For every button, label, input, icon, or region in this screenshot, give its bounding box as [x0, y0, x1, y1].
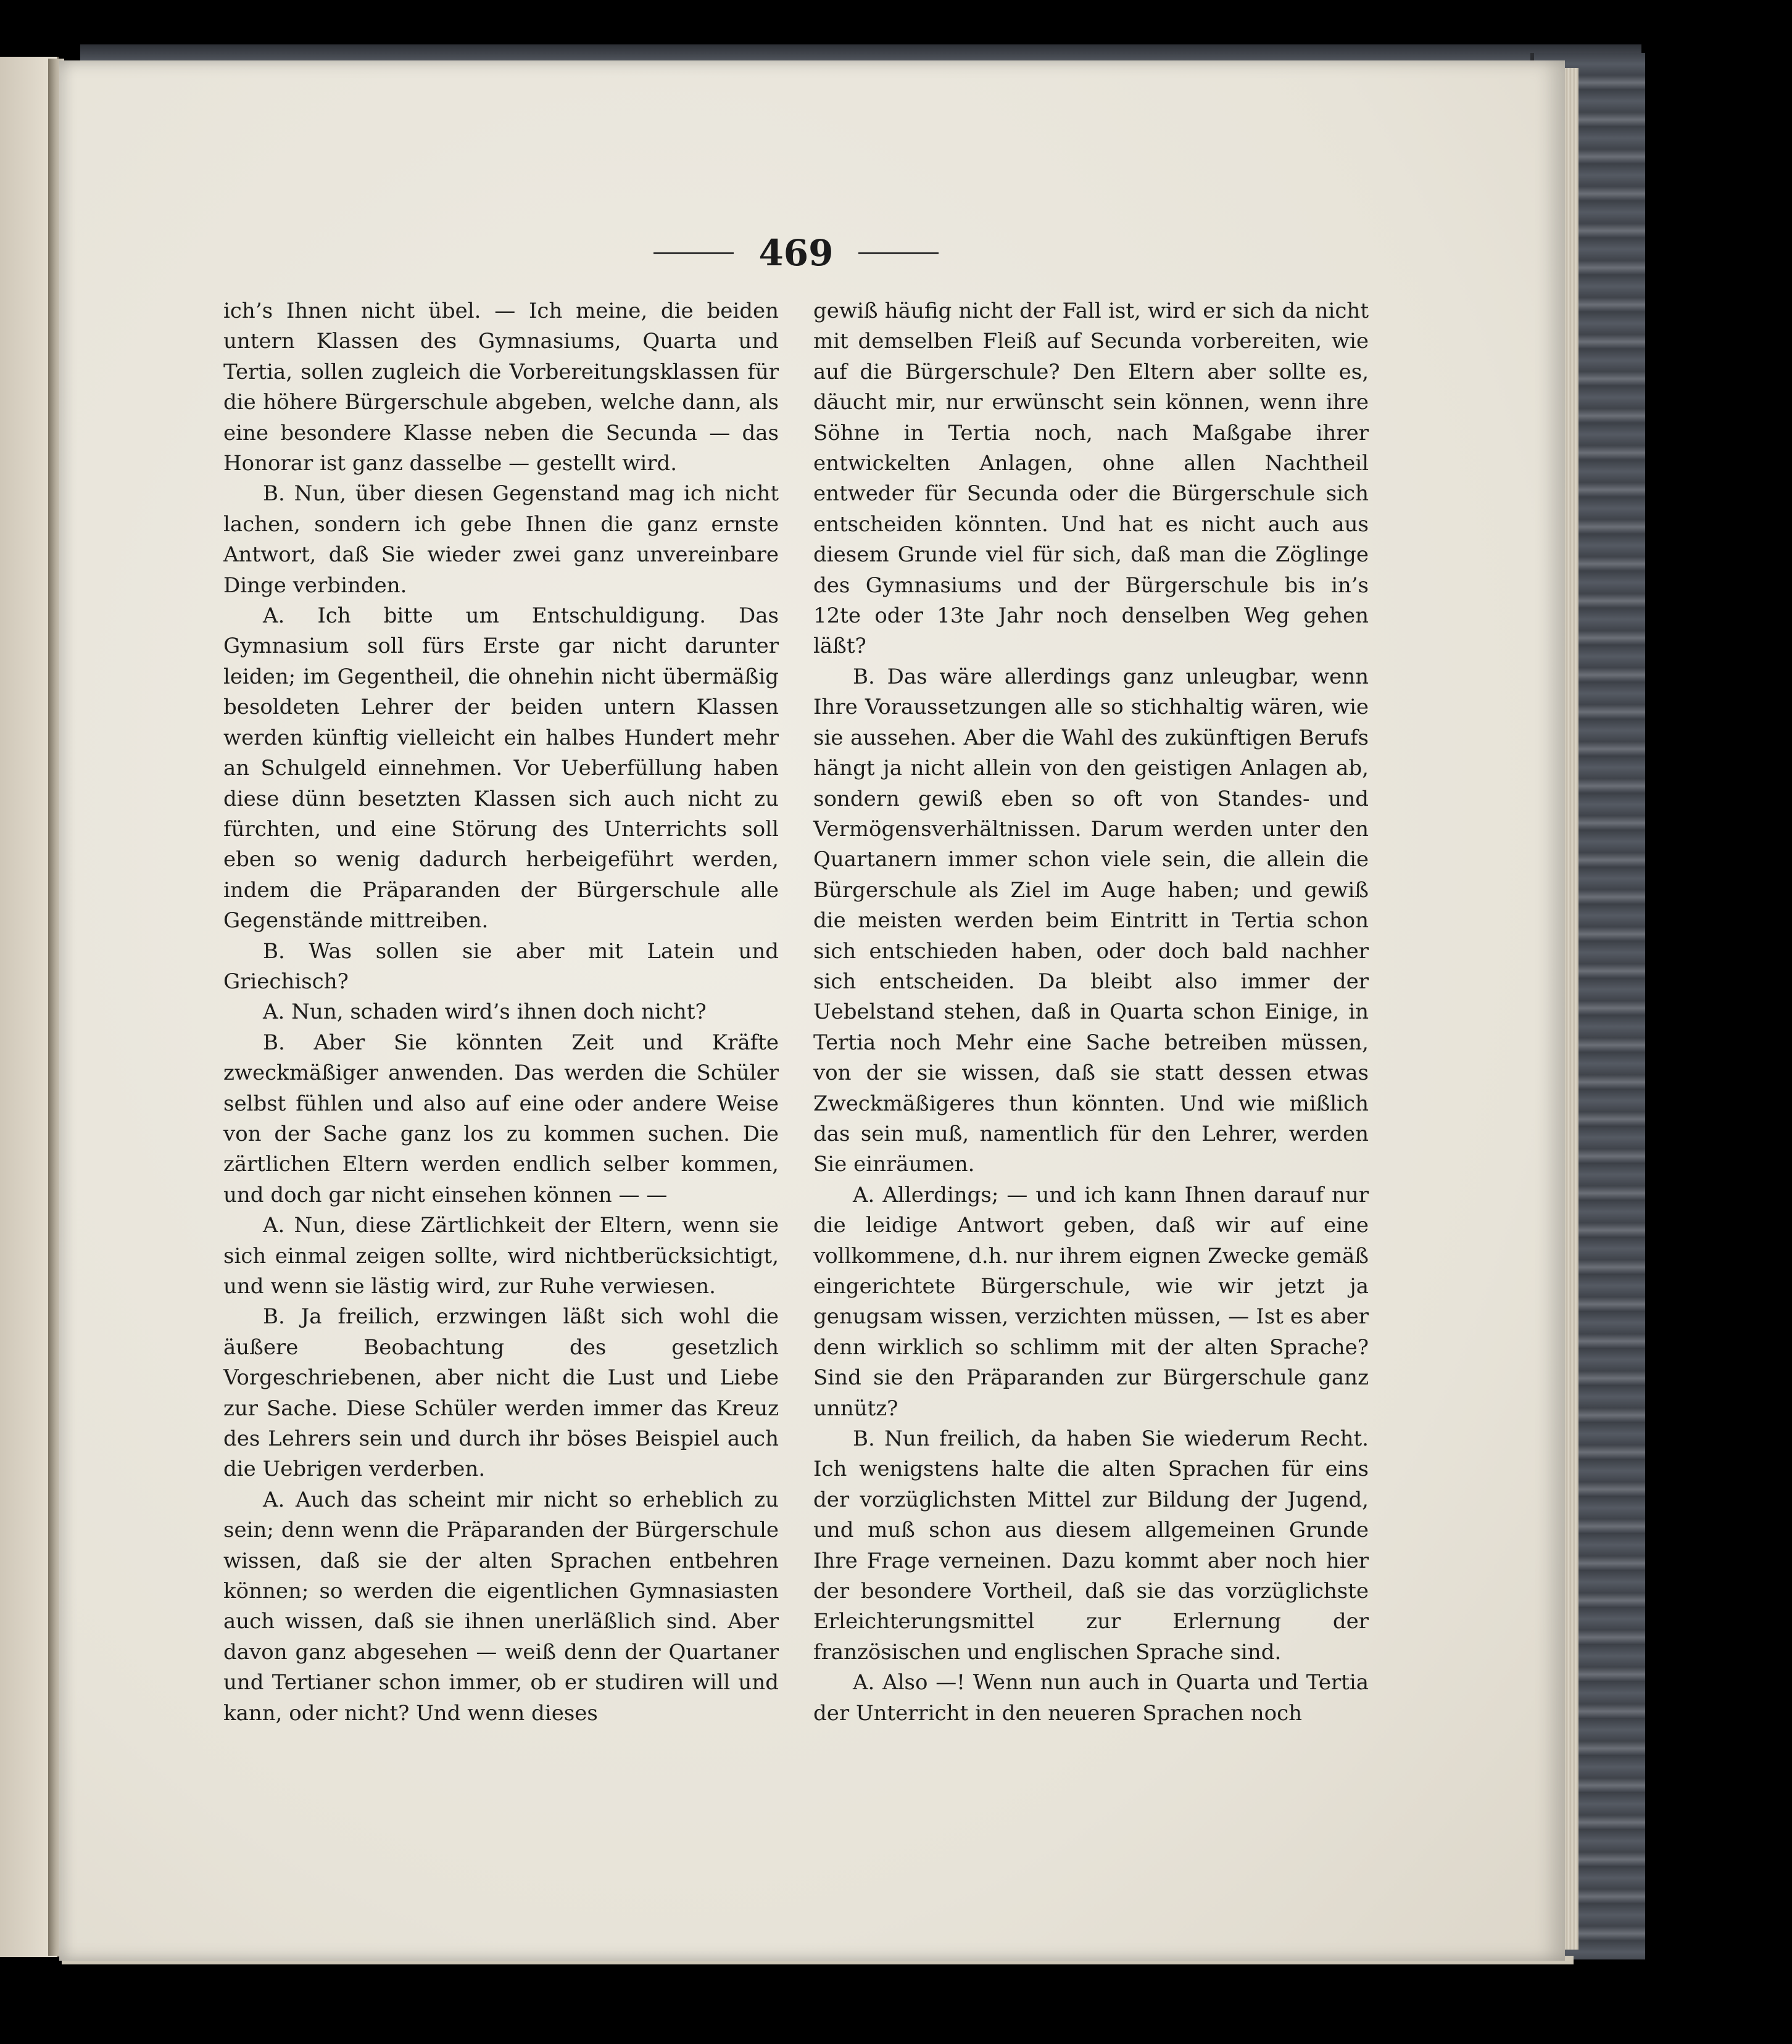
- right-column: [813, 296, 1369, 1729]
- header-rule-left: [653, 252, 734, 254]
- header-rule-right: [858, 252, 939, 254]
- paragraph: ich’s Ihnen nicht übel. — Ich meine, die beiden untern Klassen des Gymnasiums, Quarta und Tertia, sollen zugleich die Vorbereitungsklassen für die höhere Bürgerschule abgeben, welche dann, als eine besondere Klasse neben die Secunda — das Honorar ist ganz dasselbe — gestellt wird.: [223, 299, 779, 476]
- paragraph: B. Nun freilich, da haben Sie wiederum Recht. Ich wenigstens halte die alten Sprachen für eins der vorzüglichsten Mittel zur Bildung der Jugend, und muß schon aus diesem allgemeinen Grunde Ihre Frage verneinen. Dazu kommt aber noch hier der besondere Vortheil, daß sie das vorzüglichste Erleichterungsmittel zur Erlernung der französischen und englischen Sprache sind.: [813, 1426, 1369, 1665]
- page-number: 469: [758, 232, 834, 274]
- paragraph: B. Das wäre allerdings ganz unleugbar, wenn Ihre Voraussetzungen alle so stichhaltig wären, wie sie aussehen. Aber die Wahl des zukünftigen Berufs hängt ja nicht allein von den geistigen Anlagen ab, sondern gewiß eben so oft von Standes- und Vermögensverhältnissen. Darum werden unter den Quartanern immer schon viele sein, die allein die Bürgerschule als Ziel im Auge haben; und gewiß die meisten werden beim Eintritt in Tertia schon sich entschieden haben, oder doch bald nachher sich entscheiden. Da bleibt also immer der Uebelstand stehen, daß in Quarta schon Einige, in Tertia noch Mehr eine Sache betreiben müssen, von der sie wissen, daß sie statt dessen etwas Zweckmäßigeres thun könnten. Und wie mißlich das sein muß, namentlich für den Lehrer, werden Sie einräumen.: [813, 664, 1369, 1177]
- paragraph: A. Allerdings; — und ich kann Ihnen darauf nur die leidige Antwort geben, daß wir auf eine vollkommene, d.h. nur ihrem eignen Zwecke gemäß eingerichtete Bürgerschule, wie wir jetzt ja genugsam wissen, verzichten müssen, — Ist es aber denn wirklich so schlimm mit der alten Sprache? Sind sie den Präparanden zur Bürgerschule ganz unnütz?: [813, 1182, 1369, 1421]
- paragraph: A. Nun, schaden wird’s ihnen doch nicht?: [263, 999, 707, 1025]
- paragraph: gewiß häufig nicht der Fall ist, wird er sich da nicht mit demselben Fleiß auf Secunda vorbereiten, wie auf die Bürgerschule? Den Eltern aber sollte es, däucht mir, nur erwünscht sein können, wenn ihre Söhne in Tertia noch, nach Maßgabe ihrer entwickelten Anlagen, ohne allen Nachtheil entweder für Secunda oder die Bürgerschule sich entscheiden könnten. Und hat es nicht auch aus diesem Grunde viel für sich, daß man die Zöglinge des Gymnasiums und der Bürgerschule bis in’s 12te oder 13te Jahr noch denselben Weg gehen läßt?: [813, 299, 1369, 659]
- paragraph: A. Also —! Wenn nun auch in Quarta und Tertia der Unterricht in den neueren Sprachen noch: [813, 1670, 1369, 1726]
- paragraph: B. Ja freilich, erzwingen läßt sich wohl die äußere Beobachtung des gesetzlich Vorgeschriebenen, aber nicht die Lust und Liebe zur Sache. Diese Schüler werden immer das Kreuz des Lehrers sein und durch ihr böses Beispiel auch die Uebrigen verderben.: [223, 1304, 779, 1482]
- page-header: [623, 228, 969, 278]
- left-column: [223, 296, 779, 1729]
- paragraph: A. Ich bitte um Entschuldigung. Das Gymnasium soll fürs Erste gar nicht darunter leiden; im Gegentheil, die ohnehin nicht übermäßig besoldeten Lehrer der beiden untern Klassen werden künftig vielleicht ein halbes Hundert mehr an Schulgeld einnehmen. Vor Ueberfüllung haben diese dünn besetzten Klassen sich auch nicht zu fürchten, und eine Störung des Unterrichts soll eben so wenig dadurch herbeigeführt werden, indem die Präparanden der Bürgerschule alle Gegenstände mittreiben.: [223, 603, 779, 933]
- paragraph: B. Nun, über diesen Gegenstand mag ich nicht lachen, sondern ich gebe Ihnen die ganz ernste Antwort, daß Sie wieder zwei ganz unvereinbare Dinge verbinden.: [223, 481, 779, 598]
- paragraph: B. Was sollen sie aber mit Latein und Griechisch?: [223, 938, 779, 994]
- paragraph: A. Nun, diese Zärtlichkeit der Eltern, wenn sie sich einmal zeigen sollte, wird nichtberücksichtigt, und wenn sie lästig wird, zur Ruhe verwiesen.: [223, 1213, 779, 1299]
- paragraph: B. Aber Sie könnten Zeit und Kräfte zweckmäßiger anwenden. Das werden die Schüler selbst fühlen und also auf eine oder andere Weise von der Sache ganz los zu kommen suchen. Die zärtlichen Eltern werden endlich selber kommen, und doch gar nicht einsehen können — —: [223, 1030, 779, 1207]
- paragraph: A. Auch das scheint mir nicht so erheblich zu sein; denn wenn die Präparanden der Bürgerschule wissen, daß sie der alten Sprachen entbehren können; so werden die eigentlichen Gymnasiasten auch wissen, daß sie ihnen unerläßlich sind. Aber davon ganz abgesehen — weiß denn der Quartaner und Tertianer schon immer, ob er studiren will und kann, oder nicht? Und wenn dieses: [223, 1487, 779, 1726]
